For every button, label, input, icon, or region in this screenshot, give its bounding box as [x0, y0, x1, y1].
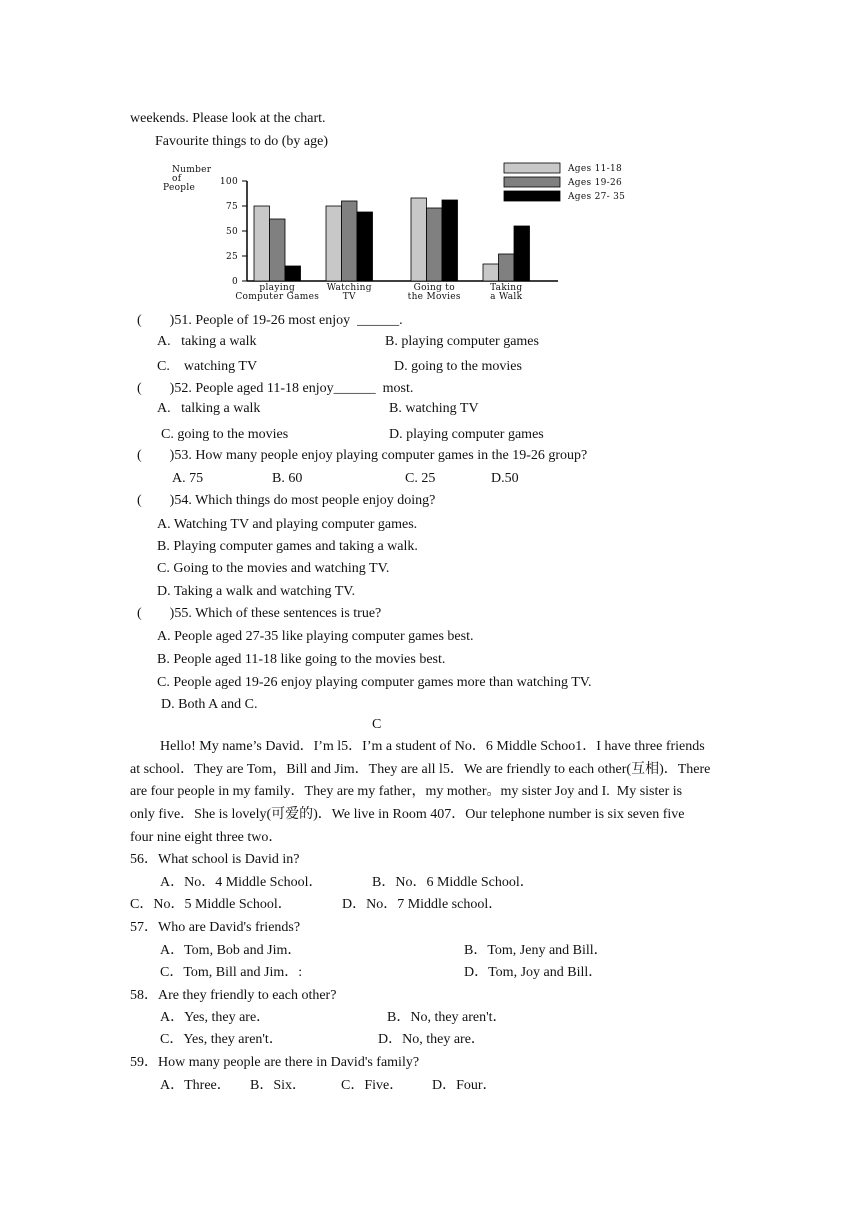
q55-stem: ( )55. Which of these sentences is true?: [137, 606, 382, 621]
q54-option-d: D. Taking a walk and watching TV.: [157, 584, 356, 599]
q58-option-c: C．Yes, they aren't．: [160, 1032, 283, 1047]
q58-option-a: A．Yes, they are．: [160, 1010, 271, 1025]
bar: [411, 198, 427, 281]
passage-line-5: four nine eight three two．: [130, 830, 283, 845]
x-tick-label: the Movies: [407, 292, 461, 302]
x-tick-label: Computer Games: [235, 292, 320, 302]
q53-option-a: A. 75: [172, 471, 204, 486]
bar: [285, 266, 301, 281]
bar: [342, 201, 358, 281]
bar: [254, 206, 270, 281]
passage-line-4: only five．She is lovely(可爱的)．We live in Room 407．Our telephone number is six seven five: [130, 807, 685, 822]
bar: [357, 212, 373, 281]
q56-stem: 56．What school is David in?: [130, 852, 300, 867]
legend-swatch: [504, 177, 560, 187]
q52-option-b: B. watching TV: [389, 401, 479, 416]
q55-option-d: D. Both A and C.: [161, 697, 258, 712]
q54-option-b: B. Playing computer games and taking a walk.: [157, 539, 418, 554]
q54-stem: ( )54. Which things do most people enjoy doing?: [137, 493, 436, 508]
q57-option-a: A．Tom, Bob and Jim．: [160, 943, 302, 958]
legend-label: Ages 19-26: [568, 178, 623, 188]
bar: [442, 200, 458, 281]
q51-option-a: A. taking a walk: [157, 334, 257, 349]
bar: [499, 254, 515, 281]
q59-option-c: C．Five．: [341, 1078, 404, 1093]
q52-option-c: C. going to the movies: [161, 427, 289, 442]
q59-option-a: A．Three．: [160, 1078, 231, 1093]
q53-option-b: B. 60: [272, 471, 303, 486]
y-axis-label: Number of People: [163, 165, 212, 193]
passage-line-1: Hello! My name’s David．I’m l5．I’m a student of No．6 Middle Schoo1．I have three friends: [160, 739, 705, 754]
q56-option-a: A．No．4 Middle School．: [160, 875, 323, 890]
q57-option-d: D．Tom, Joy and Bill．: [464, 965, 603, 980]
y-tick-label: 50: [225, 227, 238, 237]
y-tick-label: 25: [225, 252, 238, 262]
q56-option-c: C．No．5 Middle School．: [130, 897, 292, 912]
q52-option-a: A. talking a walk: [157, 401, 261, 416]
intro-text: weekends. Please look at the chart.: [130, 111, 326, 126]
bar-chart-svg: [150, 156, 660, 306]
q57-stem: 57．Who are David's friends?: [130, 920, 301, 935]
bar: [483, 264, 499, 281]
q51-option-d: D. going to the movies: [394, 359, 522, 374]
q55-option-a: A. People aged 27-35 like playing computer games best.: [157, 629, 474, 644]
legend-swatch: [504, 191, 560, 201]
section-c-heading: C: [372, 717, 382, 732]
bar: [270, 219, 286, 281]
q56-option-d: D．No．7 Middle school．: [342, 897, 503, 912]
q58-option-d: D．No, they are．: [378, 1032, 485, 1047]
passage-line-3: are four people in my family．They are my father，my mother。my sister Joy and I. My sister is: [130, 784, 683, 799]
q59-option-b: B．Six．: [250, 1078, 307, 1093]
q58-option-b: B．No, they aren't．: [387, 1010, 507, 1025]
q59-option-d: D．Four．: [432, 1078, 497, 1093]
chart-title: Favourite things to do (by age): [155, 134, 329, 149]
x-tick-label: a Walk: [490, 292, 523, 302]
q51-option-b: B. playing computer games: [385, 334, 539, 349]
x-tick-label: Taking: [490, 283, 523, 293]
x-tick-label: playing: [259, 283, 296, 293]
q53-option-c: C. 25: [405, 471, 436, 486]
y-tick-label: 0: [231, 277, 238, 287]
q57-option-c: C．Tom, Bill and Jim．:: [160, 965, 303, 980]
q53-stem: ( )53. How many people enjoy playing computer games in the 19-26 group?: [137, 448, 588, 463]
q52-option-d: D. playing computer games: [389, 427, 544, 442]
passage-line-2: at school．They are Tom，Bill and Jim．They are all l5．We are friendly to each other(互相)．There: [130, 762, 711, 777]
q54-option-a: A. Watching TV and playing computer games.: [157, 517, 418, 532]
q55-option-c: C. People aged 19-26 enjoy playing computer games more than watching TV.: [157, 675, 592, 690]
legend-label: Ages 27- 35: [568, 192, 626, 202]
y-tick-label: 75: [225, 202, 238, 212]
x-tick-label: Watching: [326, 283, 372, 293]
q58-stem: 58．Are they friendly to each other?: [130, 988, 337, 1003]
y-tick-label: 100: [219, 177, 238, 187]
q51-option-c: C. watching TV: [157, 359, 258, 374]
legend-swatch: [504, 163, 560, 173]
q57-option-b: B．Tom, Jeny and Bill．: [464, 943, 608, 958]
q59-stem: 59．How many people are there in David's family?: [130, 1055, 420, 1070]
bar-chart: [150, 156, 660, 306]
q53-option-d: D.50: [491, 471, 519, 486]
bar: [427, 208, 443, 281]
q56-option-b: B．No．6 Middle School．: [372, 875, 534, 890]
bar: [514, 226, 530, 281]
x-tick-label: TV: [342, 292, 356, 302]
q54-option-c: C. Going to the movies and watching TV.: [157, 561, 390, 576]
q51-stem: ( )51. People of 19-26 most enjoy ______.: [137, 313, 403, 328]
q55-option-b: B. People aged 11-18 like going to the movies best.: [157, 652, 446, 667]
x-tick-label: Going to: [413, 283, 455, 293]
bar: [326, 206, 342, 281]
q52-stem: ( )52. People aged 11-18 enjoy______ most.: [137, 381, 414, 396]
legend-label: Ages 11-18: [568, 164, 623, 174]
